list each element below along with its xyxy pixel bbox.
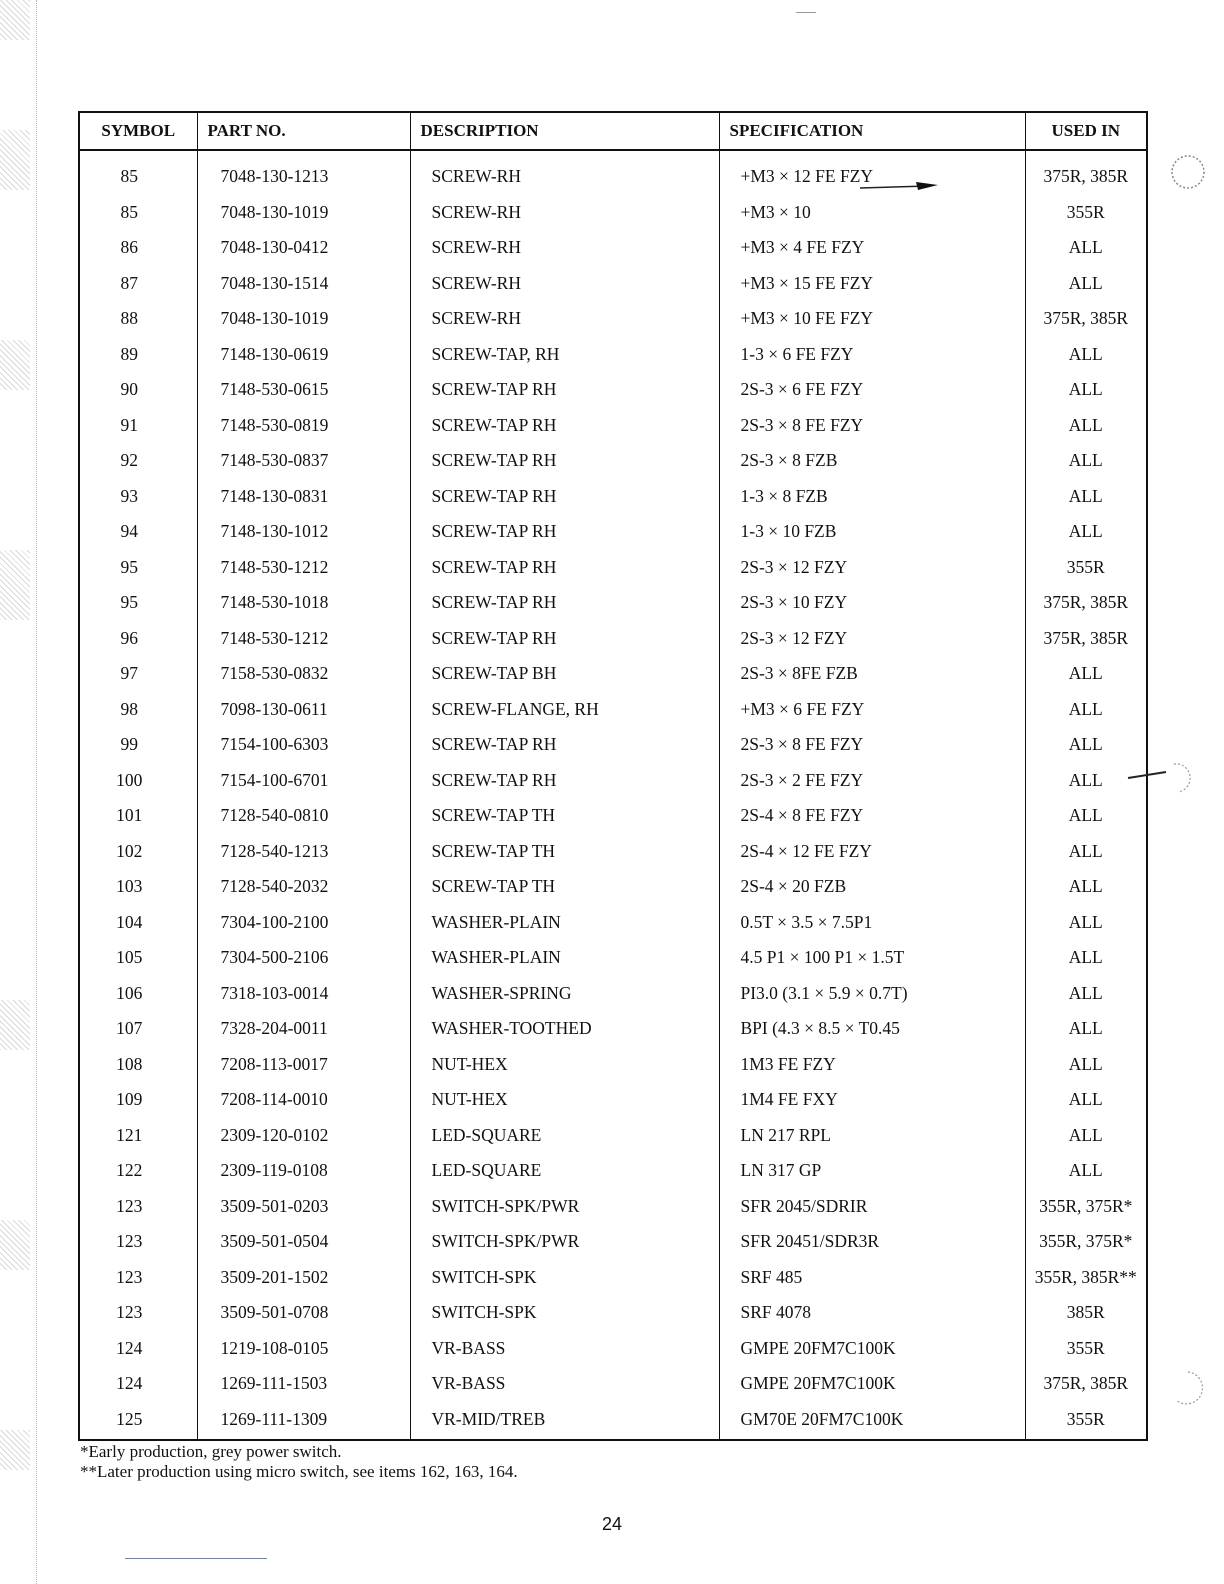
cell-symbol: 97 (79, 656, 197, 692)
punch-hole-icon (1168, 152, 1208, 194)
table-body (79, 150, 1147, 1440)
cell-part-no: 2309-120-0102 (197, 1118, 410, 1154)
table-row (79, 443, 1147, 479)
cell-description: LED-SQUARE (410, 1118, 719, 1154)
cell-part-no: 1269-111-1309 (197, 1402, 410, 1441)
cell-used-in: ALL (1068, 343, 1103, 364)
cell-part-no: 7208-114-0010 (197, 1082, 410, 1118)
cell-specification: 2S-3 × 6 FE FZY (719, 372, 1025, 408)
cell-part-no: 7128-540-0810 (197, 798, 410, 834)
cell-specification: 2S-3 × 12 FZY (719, 550, 1025, 586)
cell-specification: 2S-4 × 12 FE FZY (719, 834, 1025, 870)
cell-used-in: ALL (1068, 414, 1103, 435)
cell-part-no: 7148-130-0831 (197, 479, 410, 515)
cell-description: SCREW-FLANGE, RH (410, 692, 719, 728)
table-row (79, 798, 1147, 834)
cell-symbol: 123 (79, 1224, 197, 1260)
table-row (79, 479, 1147, 515)
header-symbol: SYMBOL (79, 112, 197, 150)
cell-used-in: ALL (1068, 1160, 1103, 1181)
cell-used-in: ALL (1068, 272, 1103, 293)
cell-symbol: 109 (79, 1082, 197, 1118)
cell-part-no: 7148-530-1212 (197, 550, 410, 586)
cell-part-no: 7154-100-6701 (197, 763, 410, 799)
cell-description: SCREW-TAP BH (410, 656, 719, 692)
cell-description: SCREW-TAP RH (410, 727, 719, 763)
cell-symbol: 98 (79, 692, 197, 728)
cell-used-in: 385R (1066, 1302, 1105, 1323)
arrow-mark-icon (1126, 758, 1216, 802)
footnote-early-production: *Early production, grey power switch. (80, 1442, 342, 1461)
cell-used-in: 375R, 385R (1043, 308, 1129, 329)
cell-part-no: 1269-111-1503 (197, 1366, 410, 1402)
cell-used-in: 355R (1066, 201, 1105, 222)
cell-part-no: 7148-130-0619 (197, 337, 410, 373)
cell-description: SWITCH-SPK/PWR (410, 1224, 719, 1260)
cell-used-in: ALL (1068, 663, 1103, 684)
cell-symbol: 94 (79, 514, 197, 550)
cell-used-in: 375R, 385R (1043, 166, 1129, 187)
cell-symbol: 85 (79, 195, 197, 231)
cell-description: VR-MID/TREB (410, 1402, 719, 1441)
table-row (79, 1260, 1147, 1296)
cell-specification: 2S-3 × 12 FZY (719, 621, 1025, 657)
scan-speckle (0, 1220, 30, 1270)
cell-symbol: 88 (79, 301, 197, 337)
cell-part-no: 7148-130-1012 (197, 514, 410, 550)
table-row (79, 727, 1147, 763)
cell-specification: 2S-3 × 8FE FZB (719, 656, 1025, 692)
cell-part-no: 7048-130-1019 (197, 195, 410, 231)
cell-used-in: 355R (1066, 556, 1105, 577)
cell-part-no: 7304-100-2100 (197, 905, 410, 941)
table-row (79, 408, 1147, 444)
cell-used-in: 355R, 375R* (1039, 1231, 1133, 1252)
cell-description: SCREW-RH (410, 230, 719, 266)
table-row (79, 976, 1147, 1012)
table-row (79, 1402, 1147, 1441)
table-row (79, 692, 1147, 728)
cell-specification: SFR 2045/SDRIR (719, 1189, 1025, 1225)
cell-used-in: 375R, 385R (1043, 592, 1129, 613)
cell-symbol: 103 (79, 869, 197, 905)
table-row (79, 230, 1147, 266)
cell-specification: 2S-4 × 20 FZB (719, 869, 1025, 905)
cell-symbol: 95 (79, 585, 197, 621)
table-row (79, 1331, 1147, 1367)
table-header-row (79, 112, 1147, 150)
cell-description: WASHER-SPRING (410, 976, 719, 1012)
table-row (79, 266, 1147, 302)
cell-symbol: 92 (79, 443, 197, 479)
cell-used-in: ALL (1068, 840, 1103, 861)
cell-specification: 1-3 × 8 FZB (719, 479, 1025, 515)
cell-description: WASHER-PLAIN (410, 940, 719, 976)
cell-part-no: 7128-540-1213 (197, 834, 410, 870)
cell-used-in: ALL (1068, 1053, 1103, 1074)
cell-part-no: 2309-119-0108 (197, 1153, 410, 1189)
table-row (79, 905, 1147, 941)
table-row (79, 514, 1147, 550)
cell-description: SCREW-TAP, RH (410, 337, 719, 373)
cell-part-no: 7098-130-0611 (197, 692, 410, 728)
cell-symbol: 101 (79, 798, 197, 834)
table-row (79, 1118, 1147, 1154)
table-row (79, 621, 1147, 657)
cell-part-no: 7148-530-0819 (197, 408, 410, 444)
cell-symbol: 124 (79, 1331, 197, 1367)
cell-used-in: ALL (1068, 805, 1103, 826)
cell-used-in: 375R, 385R (1043, 1373, 1129, 1394)
cell-part-no: 3509-501-0708 (197, 1295, 410, 1331)
cell-specification: 1-3 × 6 FE FZY (719, 337, 1025, 373)
cell-description: SCREW-TAP RH (410, 763, 719, 799)
cell-symbol: 106 (79, 976, 197, 1012)
table-row (79, 1153, 1147, 1189)
cell-description: VR-BASS (410, 1366, 719, 1402)
parts-table (78, 111, 1148, 1441)
cell-symbol: 96 (79, 621, 197, 657)
cell-description: SCREW-TAP RH (410, 372, 719, 408)
cell-specification: SRF 4078 (719, 1295, 1025, 1331)
cell-description: LED-SQUARE (410, 1153, 719, 1189)
cell-symbol: 124 (79, 1366, 197, 1402)
cell-part-no: 7318-103-0014 (197, 976, 410, 1012)
cell-symbol: 104 (79, 905, 197, 941)
cell-specification: +M3 × 15 FE FZY (719, 266, 1025, 302)
table-row (79, 1082, 1147, 1118)
cell-symbol: 100 (79, 763, 197, 799)
table-row (79, 337, 1147, 373)
table-row (79, 585, 1147, 621)
punch-hole-icon (1168, 1368, 1208, 1410)
cell-specification: LN 317 GP (719, 1153, 1025, 1189)
cell-description: SCREW-TAP RH (410, 479, 719, 515)
cell-description: SCREW-RH (410, 266, 719, 302)
table-row (79, 763, 1147, 799)
scan-speckle (0, 130, 30, 190)
cell-used-in: 355R (1066, 1408, 1105, 1429)
cell-specification: 2S-3 × 8 FE FZY (719, 408, 1025, 444)
cell-part-no: 7148-530-0837 (197, 443, 410, 479)
cell-part-no: 7158-530-0832 (197, 656, 410, 692)
cell-specification: +M3 × 12 FE FZY (719, 150, 1025, 195)
cell-part-no: 1219-108-0105 (197, 1331, 410, 1367)
cell-specification: 1-3 × 10 FZB (719, 514, 1025, 550)
cell-part-no: 7048-130-1514 (197, 266, 410, 302)
cell-specification: 2S-4 × 8 FE FZY (719, 798, 1025, 834)
table-row (79, 1189, 1147, 1225)
cell-part-no: 7048-130-1019 (197, 301, 410, 337)
scan-speckle (0, 340, 30, 390)
cell-specification: 2S-3 × 8 FZB (719, 443, 1025, 479)
page-number: 24 (601, 1514, 623, 1534)
cell-part-no: 7328-204-0011 (197, 1011, 410, 1047)
cell-symbol: 90 (79, 372, 197, 408)
cell-symbol: 108 (79, 1047, 197, 1083)
cell-description: SCREW-TAP RH (410, 408, 719, 444)
cell-specification: +M3 × 6 FE FZY (719, 692, 1025, 728)
cell-part-no: 7154-100-6303 (197, 727, 410, 763)
cell-specification: SRF 485 (719, 1260, 1025, 1296)
cell-description: SCREW-TAP TH (410, 834, 719, 870)
cell-used-in: 355R (1066, 1337, 1105, 1358)
cell-symbol: 123 (79, 1260, 197, 1296)
cell-description: SCREW-TAP RH (410, 514, 719, 550)
cell-specification: BPI (4.3 × 8.5 × T0.45 (719, 1011, 1025, 1047)
cell-used-in: ALL (1068, 1124, 1103, 1145)
cell-used-in: ALL (1068, 876, 1103, 897)
cell-specification: +M3 × 10 FE FZY (719, 301, 1025, 337)
cell-specification: 2S-3 × 2 FE FZY (719, 763, 1025, 799)
scan-speckle (0, 0, 30, 40)
cell-symbol: 125 (79, 1402, 197, 1441)
cell-specification: GM70E 20FM7C100K (719, 1402, 1025, 1441)
cell-part-no: 7048-130-1213 (197, 150, 410, 195)
cell-part-no: 7128-540-2032 (197, 869, 410, 905)
cell-used-in: ALL (1068, 1018, 1103, 1039)
footnotes (80, 1442, 518, 1482)
cell-symbol: 86 (79, 230, 197, 266)
cell-part-no: 7048-130-0412 (197, 230, 410, 266)
cell-description: WASHER-TOOTHED (410, 1011, 719, 1047)
table-row (79, 372, 1147, 408)
cell-description: SCREW-TAP RH (410, 585, 719, 621)
cell-used-in: ALL (1068, 982, 1103, 1003)
cell-description: SCREW-TAP RH (410, 550, 719, 586)
cell-specification: 2S-3 × 8 FE FZY (719, 727, 1025, 763)
table-row (79, 1011, 1147, 1047)
cell-part-no: 7148-530-1212 (197, 621, 410, 657)
cell-symbol: 123 (79, 1189, 197, 1225)
cell-specification: 1M4 FE FXY (719, 1082, 1025, 1118)
cell-used-in: 355R, 375R* (1039, 1195, 1133, 1216)
cell-symbol: 99 (79, 727, 197, 763)
cell-part-no: 7148-530-1018 (197, 585, 410, 621)
table-row (79, 550, 1147, 586)
arrow-mark-icon (858, 176, 940, 192)
cell-used-in: ALL (1068, 1089, 1103, 1110)
cell-specification: 4.5 P1 × 100 P1 × 1.5T (719, 940, 1025, 976)
cell-symbol: 102 (79, 834, 197, 870)
table-row (79, 150, 1147, 195)
cell-part-no: 7148-530-0615 (197, 372, 410, 408)
table-row (79, 195, 1147, 231)
cell-description: SWITCH-SPK/PWR (410, 1189, 719, 1225)
cell-description: SCREW-RH (410, 301, 719, 337)
cell-specification: +M3 × 4 FE FZY (719, 230, 1025, 266)
cell-specification: 2S-3 × 10 FZY (719, 585, 1025, 621)
cell-specification: SFR 20451/SDR3R (719, 1224, 1025, 1260)
cell-description: WASHER-PLAIN (410, 905, 719, 941)
cell-symbol: 105 (79, 940, 197, 976)
bottom-rule (125, 1558, 267, 1559)
cell-description: SCREW-TAP RH (410, 443, 719, 479)
cell-description: SWITCH-SPK (410, 1295, 719, 1331)
cell-used-in: ALL (1068, 698, 1103, 719)
cell-description: SCREW-RH (410, 195, 719, 231)
cell-used-in: ALL (1068, 769, 1103, 790)
cell-used-in: 375R, 385R (1043, 627, 1129, 648)
cell-symbol: 121 (79, 1118, 197, 1154)
page-left-edge (0, 0, 37, 1584)
cell-symbol: 93 (79, 479, 197, 515)
table-row (79, 869, 1147, 905)
cell-symbol: 122 (79, 1153, 197, 1189)
cell-symbol: 85 (79, 150, 197, 195)
cell-symbol: 87 (79, 266, 197, 302)
cell-specification: 0.5T × 3.5 × 7.5P1 (719, 905, 1025, 941)
cell-used-in: 355R, 385R** (1034, 1266, 1137, 1287)
cell-description: SCREW-TAP TH (410, 869, 719, 905)
table-row (79, 940, 1147, 976)
table-row (79, 834, 1147, 870)
cell-symbol: 95 (79, 550, 197, 586)
cell-specification: 1M3 FE FZY (719, 1047, 1025, 1083)
table-row (79, 301, 1147, 337)
cell-part-no: 3509-201-1502 (197, 1260, 410, 1296)
cell-symbol: 107 (79, 1011, 197, 1047)
cell-used-in: ALL (1068, 237, 1103, 258)
cell-used-in: ALL (1068, 734, 1103, 755)
cell-symbol: 123 (79, 1295, 197, 1331)
cell-description: SCREW-RH (410, 150, 719, 195)
table-row (79, 1047, 1147, 1083)
cell-part-no: 3509-501-0504 (197, 1224, 410, 1260)
footnote-later-production: **Later production using micro switch, see items 162, 163, 164. (80, 1462, 518, 1481)
cell-description: NUT-HEX (410, 1047, 719, 1083)
cell-specification: +M3 × 10 (719, 195, 1025, 231)
cell-used-in: ALL (1068, 485, 1103, 506)
scan-speckle (0, 1000, 30, 1050)
cell-used-in: ALL (1068, 521, 1103, 542)
cell-description: SCREW-TAP TH (410, 798, 719, 834)
cell-used-in: ALL (1068, 947, 1103, 968)
table-row (79, 1366, 1147, 1402)
scan-speckle (0, 1430, 30, 1470)
cell-description: NUT-HEX (410, 1082, 719, 1118)
scan-speckle (0, 550, 30, 620)
table-row (79, 656, 1147, 692)
cell-used-in: ALL (1068, 911, 1103, 932)
cell-specification: GMPE 20FM7C100K (719, 1331, 1025, 1367)
table-row (79, 1295, 1147, 1331)
table-row (79, 1224, 1147, 1260)
cell-part-no: 3509-501-0203 (197, 1189, 410, 1225)
header-description: DESCRIPTION (410, 112, 719, 150)
cell-description: SCREW-TAP RH (410, 621, 719, 657)
cell-symbol: 89 (79, 337, 197, 373)
cell-used-in: ALL (1068, 379, 1103, 400)
scan-mark (796, 12, 816, 13)
cell-specification: GMPE 20FM7C100K (719, 1366, 1025, 1402)
cell-specification: LN 217 RPL (719, 1118, 1025, 1154)
cell-part-no: 7208-113-0017 (197, 1047, 410, 1083)
header-specification: SPECIFICATION (719, 112, 1025, 150)
cell-description: SWITCH-SPK (410, 1260, 719, 1296)
cell-part-no: 7304-500-2106 (197, 940, 410, 976)
header-part-no: PART NO. (197, 112, 410, 150)
cell-used-in: ALL (1068, 450, 1103, 471)
cell-specification: PI3.0 (3.1 × 5.9 × 0.7T) (719, 976, 1025, 1012)
cell-description: VR-BASS (410, 1331, 719, 1367)
cell-symbol: 91 (79, 408, 197, 444)
header-used-in: USED IN (1025, 112, 1147, 150)
